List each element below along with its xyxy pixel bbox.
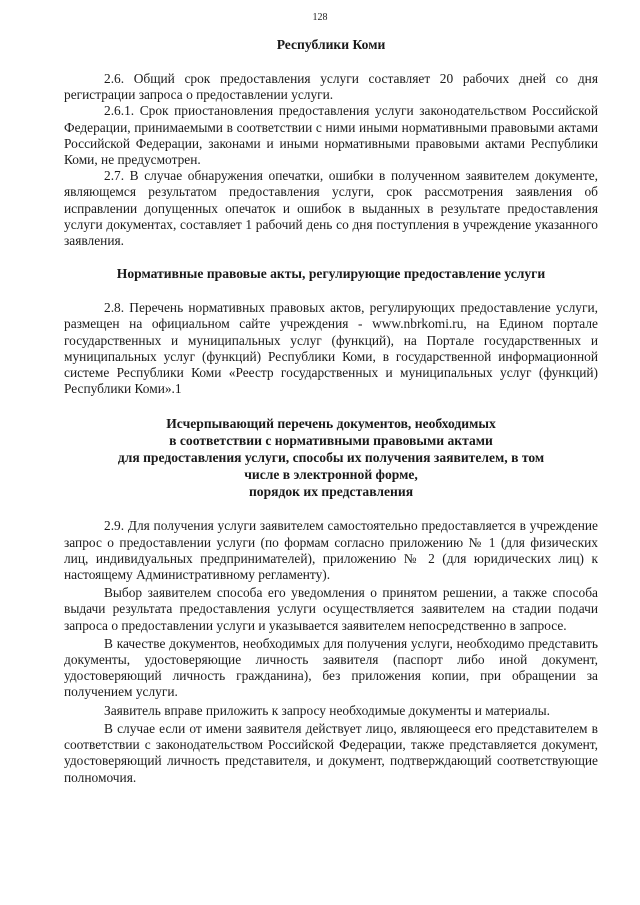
- heading-line: для предоставления услуги, способы их получения заявителем, в том: [117, 450, 545, 466]
- paragraph-2-7: 2.7. В случае обнаружения опечатки, ошибки в полученном заявителем документе, являющемся результатом предоставления услуги, срок рассмотрения заявления об исправлении допущенных опечаток и ошибок в выданных в результате предоставления услуги документах, составляет 1 рабочий день со дня поступления в учреждение указанного заявления.: [64, 168, 598, 249]
- heading-line: порядок их представления: [248, 484, 414, 500]
- paragraph-notification-choice: Выбор заявителем способа его уведомления о принятом решении, а также способа выдачи результата предоставления услуги осуществляется заявителем на стадии подачи запроса о предоставлении услуги и указывается заявителем непосредственно в запросе.: [64, 585, 598, 633]
- heading-line: в соответствии с нормативными правовыми актами: [169, 433, 493, 449]
- page-number: 128: [312, 12, 328, 23]
- paragraph-2-6: 2.6. Общий срок предоставления услуги составляет 20 рабочих дней со дня регистрации запроса о предоставлении услуги.: [64, 71, 598, 103]
- paragraph-additional-materials: Заявитель вправе приложить к запросу необходимые документы и материалы.: [104, 702, 551, 718]
- section-heading-normative-acts: Нормативные правовые акты, регулирующие предоставление услуги: [116, 266, 546, 282]
- heading-line: Исчерпывающий перечень документов, необходимых: [166, 416, 496, 432]
- paragraph-2-8: 2.8. Перечень нормативных правовых актов, регулирующих предоставление услуги, размещен на официальном сайте учреждения - www.nbrkomi.ru, на Едином портале государственных и муниципальных услуг (функций), на Портале государственных и муниципальных услуг (функций) Республики Коми, в государственной информационной системе Республики Коми «Реестр государственных и муниципальных услуг (функций) Республики Коми».1: [64, 300, 598, 397]
- section-heading-documents-list: [64, 415, 598, 500]
- heading-line: числе в электронной форме,: [244, 467, 418, 483]
- paragraph-2-9: 2.9. Для получения услуги заявителем самостоятельно предоставляется в учреждение запрос о предоставлении услуги (по формам согласно приложению № 1 (для физических лиц, индивидуальных предпринимателей), приложению № 2 (для юридических лиц) к настоящему Административному регламенту).: [64, 518, 598, 583]
- paragraph-representative: В случае если от имени заявителя действует лицо, являющееся его представителем в соответствии с законодательством Российской Федерации, также представляется документ, удостоверяющий личность представителя, и документ, подтверждающий соответствующие полномочия.: [64, 720, 598, 785]
- paragraph-required-documents: В качестве документов, необходимых для получения услуги, необходимо представить документы, удостоверяющие личность заявителя (паспорт либо иной документ, удостоверяющий личность гражданина), без приложения копии, при обращении за получением услуги.: [64, 635, 598, 700]
- section-heading-republic: Республики Коми: [276, 37, 386, 52]
- paragraph-2-6-1: 2.6.1. Срок приостановления предоставления услуги законодательством Российской Федерации, принимаемыми в соответствии с ними иными нормативными правовыми актами Российской Федерации, законами и иными нормативными правовыми актами Республики Коми, не предусмотрен.: [64, 103, 598, 168]
- document-body: [64, 36, 598, 786]
